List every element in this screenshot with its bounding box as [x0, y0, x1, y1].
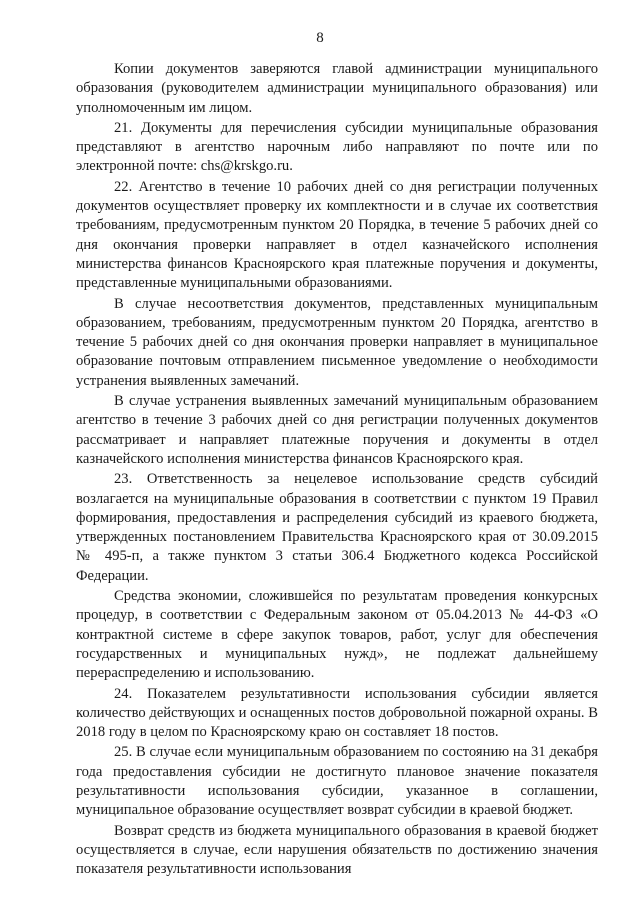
paragraph: 25. В случае если муниципальным образованием по состоянию на 31 декабря года предоставления субсидии не достигнуто плановое значение показателя результативности использования субсидии, указанное в соглашении, муниципальное образование осуществляет возврат субсидии в краевой бюджет. [76, 744, 598, 819]
paragraph: В случае несоответствия документов, представленных муниципальным образованием, требованиям, предусмотренным пунктом 20 Порядка, агентство в течение 5 рабочих дней со дня окончания проверки направляет в муниципальное образование почтовым отправлением письменное уведомление о необходимости устранения выявленных замечаний. [76, 295, 598, 389]
page-number: 8 [316, 30, 324, 46]
paragraph: 24. Показателем результативности использования субсидии является количество действующих и оснащенных постов добровольной пожарной охраны. В 2018 году в целом по Красноярскому краю он составляет 18 постов. [76, 685, 598, 741]
paragraph: Возврат средств из бюджета муниципального образования в краевой бюджет осуществляется в случае, если нарушения обязательств по достижению значения показателя результативности использования [76, 822, 598, 878]
paragraph: 21. Документы для перечисления субсидии муниципальные образования представляют в агентство нарочным либо направляют по почте или по электронной почте: chs@krskgo.ru. [76, 119, 598, 175]
paragraph: 23. Ответственность за нецелевое использование средств субсидий возлагается на муниципальные образования в соответствии с пунктом 19 Правил формирования, предоставления и распределения субсидий из краевого бюджета, утвержденных постановлением Правительства Красноярского края от 30.09.2015 № 495-п, а также пунктом 3 статьи 306.4 Бюджетного кодекса Российской Федерации. [76, 471, 598, 584]
paragraph: В случае устранения выявленных замечаний муниципальным образованием агентство в течение 3 рабочих дней со дня регистрации полученных документов рассматривает и направляет платежные поручения и документы в отдел казначейского исполнения министерства финансов Красноярского края. [76, 393, 598, 467]
document-body [76, 60, 598, 880]
paragraph: Средства экономии, сложившейся по результатам проведения конкурсных процедур, в соответствии с Федеральным законом от 05.04.2013 № 44-ФЗ «О контрактной системе в сфере закупок товаров, работ, услуг для обеспечения государственных и муниципальных нужд», не подлежат дальнейшему перераспределению и использованию. [76, 588, 598, 682]
paragraph: Копии документов заверяются главой администрации муниципального образования (руководителем администрации муниципального образования) или уполномоченным им лицом. [76, 61, 598, 116]
paragraph: 22. Агентство в течение 10 рабочих дней со дня регистрации полученных документов осуществляет проверку их комплектности и в случае их соответствия требованиям, предусмотренным пунктом 20 Порядка, в течение 5 рабочих дней со дня окончания проверки направляет в отдел казначейского исполнения министерства финансов Красноярского края платежные поручения и документы, представленные муниципальными образованиями. [76, 178, 598, 292]
